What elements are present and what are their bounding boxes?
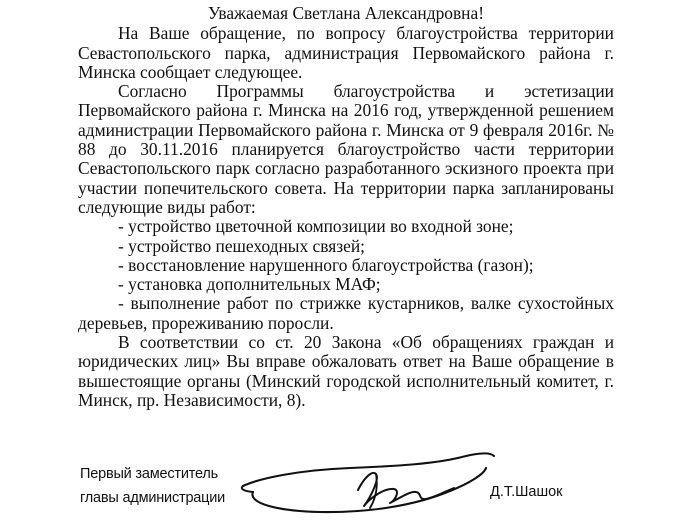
signer-name: Д.Т.Шашок [490, 484, 563, 500]
signature-stroke [358, 473, 454, 506]
letter-body [78, 4, 614, 410]
paragraph-intro: На Ваше обращение, по вопросу благоустройства территории Севастопольского парка, администрация Первомайского района г. Минска сообщает следующее. [78, 23, 614, 82]
signature-stroke [243, 453, 494, 486]
signer-position-line-1: Первый заместитель [80, 466, 219, 482]
work-list [78, 217, 614, 333]
work-item: - устройство цветочной композиции во входной зоне; [118, 216, 514, 237]
signer-position-line-2: главы администрации [80, 490, 226, 506]
salutation: Уважаемая Светлана Александровна! [207, 3, 484, 23]
work-item: - устройство пешеходных связей; [118, 235, 365, 256]
work-item: - восстановление нарушенного благоустройства (газон); [118, 254, 534, 275]
paragraph-program: Согласно Программы благоустройства и эстетизации Первомайского района г. Минска на 2016 год, утвержденной решением администрации Первомайского района г. Минска от 9 февраля 2016г. № 88 до 30.11.2016 планируется благоустройство части территории Севастопольского парк согласно разработанного эскизного проекта при участии попечительского совета. На территории парка запланированы следующие виды работ: [78, 81, 614, 217]
signature-block [78, 462, 618, 522]
work-item: - установка дополнительных МАФ; [118, 274, 381, 295]
handwritten-signature-icon [238, 448, 498, 522]
work-item: - выполнение работ по стрижке кустарников, валке сухостойных деревьев, прореживанию поросли. [78, 293, 614, 333]
signer-position [80, 462, 225, 510]
signature-stroke [242, 486, 253, 492]
paragraph-appeal-rights: В соответствии со ст. 20 Закона «Об обращениях граждан и юридических лиц» Вы вправе обжаловать ответ на Ваше обращение в вышестоящие органы (Минский городской исполнительный комитет, г. Минск, пр. Независимости, 8). [78, 332, 614, 410]
